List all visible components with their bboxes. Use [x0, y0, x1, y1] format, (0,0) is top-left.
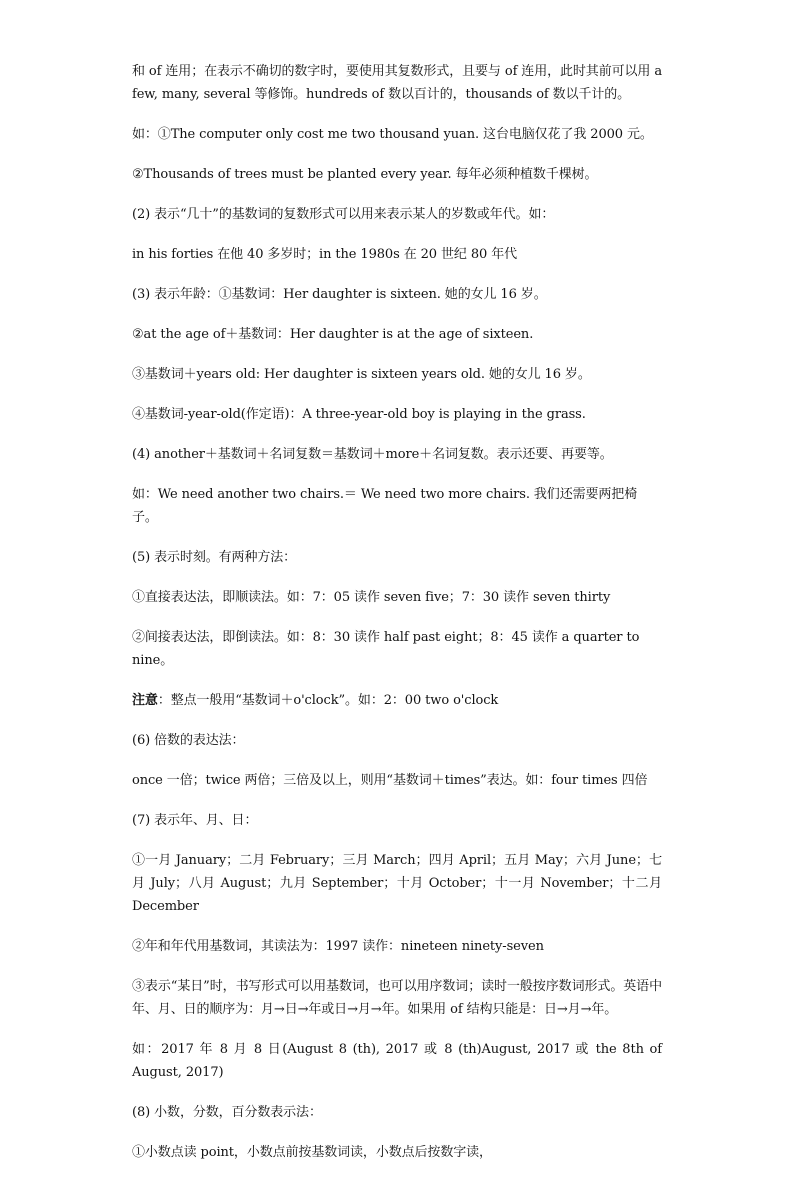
paragraph: (8) 小数，分数，百分数表示法： [132, 1105, 322, 1120]
paragraph: (6) 倍数的表达法： [132, 733, 245, 748]
paragraph: ②年和年代用基数词，其读法为：1997 读作：nineteen ninety-seven [132, 939, 544, 954]
paragraph: 和 of 连用；在表示不确切的数字时，要使用其复数形式，且要与 of 连用，此时其前可以用 a few, many, several 等修饰。hundreds of 数以百计的，thousands of 数以千计的。 [132, 64, 662, 102]
paragraph: 如：We need another two chairs.＝ We need two more chairs. 我们还需要两把椅子。 [132, 487, 638, 525]
paragraph: (2) 表示“几十”的基数词的复数形式可以用来表示某人的岁数或年代。如： [132, 207, 555, 222]
note-paragraph [132, 689, 662, 712]
note-text: ：整点一般用“基数词＋o'clock”。如：2：00 two o'clock [157, 693, 499, 708]
paragraph: (7) 表示年、月、日： [132, 813, 258, 828]
paragraph: ②间接表达法，即倒读法。如：8：30 读作 half past eight；8：45 读作 a quarter to nine。 [132, 630, 640, 668]
document-body [132, 60, 662, 1181]
paragraph: ③表示“某日”时，书写形式可以用基数词，也可以用序数词；读时一般按序数词形式。英语中年、月、日的顺序为：月→日→年或日→月→年。如果用 of 结构只能是：日→月→年。 [132, 979, 662, 1017]
paragraph: once 一倍；twice 两倍；三倍及以上，则用“基数词＋times”表达。如：four times 四倍 [132, 773, 648, 788]
paragraph: ①直接表达法，即顺读法。如：7：05 读作 seven five；7：30 读作 seven thirty [132, 590, 611, 605]
paragraph: 如：2017 年 8 月 8 日(August 8 (th), 2017 或 8 (th)August, 2017 或 the 8th of August, 2017) [132, 1042, 662, 1080]
paragraph: in his forties 在他 40 多岁时；in the 1980s 在 20 世纪 80 年代 [132, 247, 518, 262]
paragraph: ①一月 January；二月 February；三月 March；四月 April；五月 May；六月 June；七月 July；八月 August；九月 September；十月 October；十一月 November；十二月 December [132, 853, 662, 914]
paragraph: ④基数词-year-old(作定语)：A three-year-old boy is playing in the grass. [132, 407, 586, 422]
paragraph: (5) 表示时刻。有两种方法： [132, 550, 297, 565]
paragraph: ①小数点读 point，小数点前按基数词读，小数点后按数字读， [132, 1145, 492, 1160]
note-label: 注意 [132, 693, 158, 708]
paragraph: (4) another＋基数词＋名词复数＝基数词＋more＋名词复数。表示还要、再要等。 [132, 447, 613, 462]
paragraph: ②Thousands of trees must be planted every year. 每年必须种植数千棵树。 [132, 167, 598, 182]
paragraph: ②at the age of＋基数词：Her daughter is at the age of sixteen. [132, 327, 534, 342]
paragraph: 如：①The computer only cost me two thousand yuan. 这台电脑仅花了我 2000 元。 [132, 127, 653, 142]
paragraph: ③基数词＋years old: Her daughter is sixteen years old. 她的女儿 16 岁。 [132, 367, 591, 382]
paragraph: (3) 表示年龄：①基数词：Her daughter is sixteen. 她的女儿 16 岁。 [132, 287, 547, 302]
